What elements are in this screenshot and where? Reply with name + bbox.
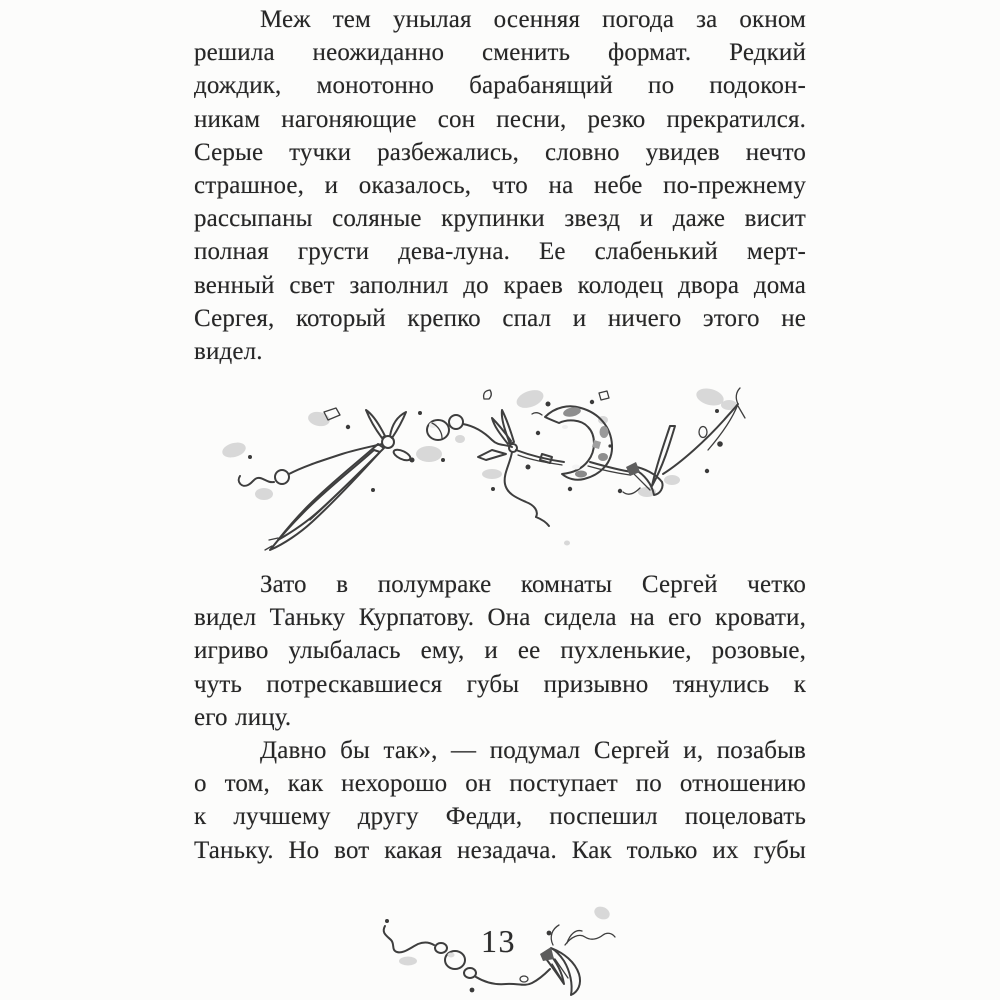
ribbon-bow	[265, 410, 412, 550]
footer-leaf	[540, 925, 615, 995]
page-footer	[372, 898, 628, 998]
footer-string	[384, 922, 550, 985]
text-line: Таньку. Но вот какая незадача. Как только их губы	[194, 836, 806, 864]
text-line: к лучшему другу Федди, поспешил поцеловать	[194, 803, 806, 831]
text-line: видел Таньку Курпатову. Она сидела на его кровати,	[194, 604, 806, 632]
text-line: о том, как нехорошо он поступает по отношению	[194, 770, 806, 798]
paragraph-2	[194, 568, 806, 734]
moon-garland-illustration	[220, 370, 780, 558]
second-bow	[478, 410, 549, 526]
text-line: венный свет заполнил до краев колодец двора дома	[194, 271, 806, 299]
moon-garland-drawing	[220, 370, 780, 558]
text-column	[194, 3, 806, 998]
text-line: Серые тучки разбежались, словно увидев нечто	[194, 138, 806, 166]
text-line: чуть потрескавшиеся губы призывно тянулись к	[194, 670, 806, 698]
text-line: видел.	[194, 337, 263, 365]
paragraph-3	[194, 734, 806, 867]
text-line: игриво улыбалась ему, и ее пухленькие, розовые,	[194, 637, 806, 665]
text-line: Сергея, который крепко спал и ничего этого не	[194, 304, 806, 332]
text-line: его лицу.	[194, 703, 292, 731]
text-line: рассыпаны соляные крупинки звезд и даже висит	[194, 205, 806, 233]
text-line: решила неожиданно сменить формат. Редкий	[194, 39, 806, 67]
text-line: Меж тем унылая осенняя погода за окном	[260, 6, 806, 33]
page-number: 13	[481, 922, 516, 959]
text-line: полная грусти дева-луна. Ее слабенький мерт-	[194, 238, 806, 266]
text-line: страшное, и оказалось, что на небе по-прежнему	[194, 171, 806, 199]
text-line: дождик, монотонно барабанящий по подокон-	[194, 72, 806, 100]
left-string	[239, 444, 382, 486]
text-line: Зато в полумраке комнаты Сергей четко	[260, 571, 806, 599]
text-line: Давно бы так», — подумал Сергей и, позабыв	[260, 737, 806, 764]
paragraph-1	[194, 3, 806, 368]
text-line: никам нагоняющие сон песни, резко прекратился.	[194, 105, 806, 133]
